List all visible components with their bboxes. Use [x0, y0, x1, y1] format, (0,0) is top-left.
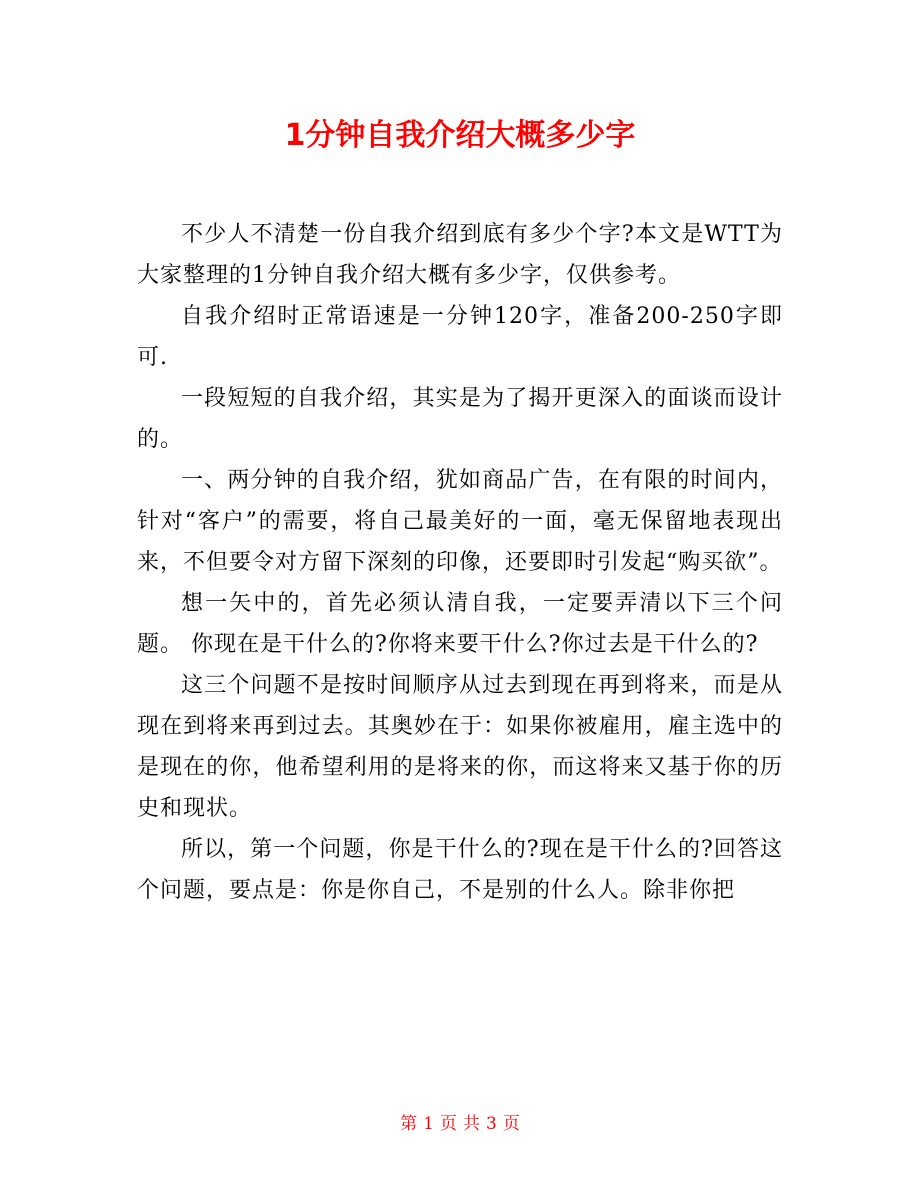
- footer-page-current: 1: [423, 1114, 434, 1134]
- paragraph-5: 想一矢中的，首先必须认清自我，一定要弄清以下三个问题。 你现在是干什么的?你将来要干什么?你过去是干什么的?: [137, 591, 783, 657]
- document-body: [137, 214, 783, 911]
- footer-page-word: 页: [440, 1114, 457, 1134]
- paragraph-6: 这三个问题不是按时间顺序从过去到现在再到将来，而是从现在到将来再到过去。其奥妙在于：如果你被雇用，雇主选中的是现在的你，他希望利用的是将来的你，而这将来又基于你的历史和现状。: [137, 673, 783, 821]
- paragraph-3: 一段短短的自我介绍，其实是为了揭开更深入的面谈而设计的。: [137, 386, 783, 452]
- footer-total-suffix: 页: [502, 1114, 520, 1134]
- footer-page-prefix: 第: [400, 1114, 418, 1134]
- paragraph-1: 不少人不清楚一份自我介绍到底有多少个字?本文是WTT为大家整理的1分钟自我介绍大概有多少字，仅供参考。: [137, 222, 783, 288]
- paragraph-4: 一、两分钟的自我介绍，犹如商品广告，在有限的时间内，针对“客户”的需要，将自己最美好的一面，毫无保留地表现出来，不但要令对方留下深刻的印像，还要即时引发起“购买欲”。: [137, 468, 783, 575]
- paragraph-2: 自我介绍时正常语速是一分钟120字，准备200-250字即可.: [137, 304, 783, 370]
- footer-page-total: 3: [486, 1114, 497, 1134]
- document-title: 1分钟自我介绍大概多少字: [284, 118, 636, 153]
- page-footer: [0, 1112, 920, 1136]
- footer-total-prefix: 共: [463, 1114, 480, 1134]
- paragraph-7: 所以，第一个问题，你是干什么的?现在是干什么的?回答这个问题，要点是：你是你自己，不是别的什么人。除非你把: [137, 837, 783, 903]
